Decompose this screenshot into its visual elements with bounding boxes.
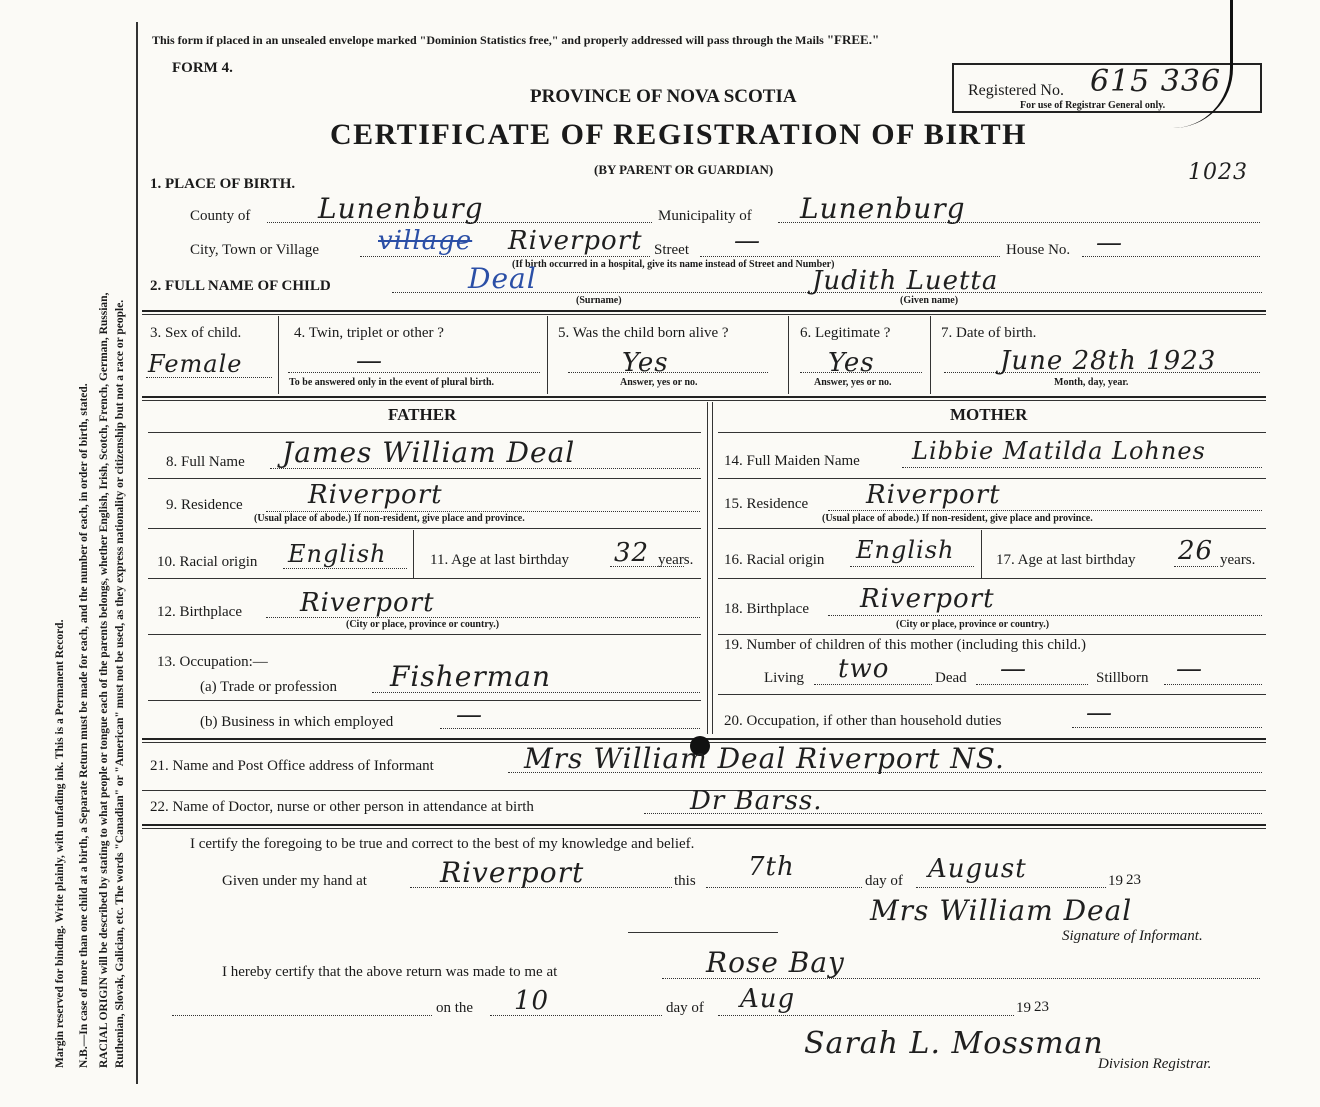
registrar-statement: I hereby certify that the above return was made to me at (222, 964, 558, 980)
given-place-value: Riverport (440, 856, 585, 889)
form-number: FORM 4. (172, 60, 233, 76)
twin-note: To be answered only in the event of plural birth. (289, 377, 495, 388)
sex-value: Female (148, 350, 243, 378)
dob-label: 7. Date of birth. (941, 325, 1037, 341)
municipality-value: Lunenburg (800, 192, 966, 225)
on-the-label: on the (436, 1000, 474, 1016)
registrar-place-value: Rose Bay (706, 946, 845, 979)
margin-note-racial-origin-2: Ruthenian, Slovak, Galician, etc. The words "Canadian" or "American" must not be used, as they express nationality or citizenship but not a race or people. (114, 299, 126, 1068)
stillborn-value: — (1176, 654, 1203, 684)
cert-day-of-label: day of (865, 873, 903, 889)
city-label: City, Town or Village (190, 242, 320, 258)
living-value: two (838, 654, 890, 684)
father-age-label: 11. Age at last birthday (430, 552, 569, 568)
mother-birthplace-note: (City or place, province or country.) (896, 619, 1050, 630)
father-birthplace-note: (City or place, province or country.) (346, 619, 500, 630)
registrar-year-value: 23 (1034, 999, 1049, 1015)
hospital-note: (If birth occurred in a hospital, give its name instead of Street and Number) (512, 259, 835, 270)
house-label: House No. (1006, 242, 1071, 258)
doctor-value: Dr Barss. (690, 786, 823, 816)
this-label: this (674, 873, 696, 889)
mother-occupation-label: 20. Occupation, if other than household duties (724, 713, 1002, 729)
registrar-year-prefix: 19 (1016, 1000, 1031, 1016)
father-name-label: 8. Full Name (166, 454, 245, 470)
legitimate-label: 6. Legitimate ? (800, 325, 891, 341)
father-age-unit: years. (658, 552, 694, 568)
alive-note: Answer, yes or no. (620, 377, 698, 388)
twin-label: 4. Twin, triplet or other ? (294, 325, 444, 341)
dead-value: — (1000, 654, 1027, 684)
cert-year-prefix: 19 (1108, 873, 1123, 889)
given-caption: (Given name) (900, 295, 959, 306)
alive-label: 5. Was the child born alive ? (558, 325, 729, 341)
registrar-caption: Division Registrar. (1098, 1056, 1212, 1072)
father-occupation-label: 13. Occupation:— (157, 654, 268, 670)
certification-statement: I certify the foregoing to be true and correct to the best of my knowledge and belief. (190, 836, 695, 852)
mother-race-label: 16. Racial origin (724, 552, 825, 568)
father-birthplace-value: Riverport (300, 588, 435, 618)
father-trade-label: (a) Trade or profession (200, 679, 338, 695)
cert-month-value: August (928, 854, 1027, 884)
child-name-label: 2. FULL NAME OF CHILD (150, 278, 331, 294)
stamp-number: 1023 (1188, 160, 1248, 185)
informant-signature: Mrs William Deal (870, 894, 1133, 927)
father-heading: FATHER (388, 405, 457, 424)
registrar-day-value: 10 (514, 986, 550, 1016)
alive-value: Yes (622, 348, 669, 378)
city-struck-value: village (378, 226, 473, 256)
father-residence-label: 9. Residence (166, 497, 243, 513)
twin-value: — (356, 346, 383, 376)
mother-birthplace-label: 18. Birthplace (724, 601, 809, 617)
margin-note-racial-origin-1: RACIAL ORIGIN will be described by stating to what people or tongue each of the parents belongs, whether English, Irish, Scotch, French, German, Russian, (98, 292, 110, 1068)
dead-label: Dead (935, 670, 967, 686)
living-label: Living (764, 670, 804, 686)
given-under-label: Given under my hand at (222, 873, 367, 889)
mother-name-label: 14. Full Maiden Name (724, 453, 860, 469)
province-heading: PROVINCE OF NOVA SCOTIA (530, 86, 797, 107)
dob-value: June 28th 1923 (1000, 346, 1217, 376)
legitimate-note: Answer, yes or no. (814, 377, 892, 388)
mother-occupation-value: — (1086, 698, 1113, 728)
father-business-label: (b) Business in which employed (200, 714, 394, 730)
mail-notice: This form if placed in an unsealed envelope marked "Dominion Statistics free," and properly addressed will pass through the Mails "FREE." (152, 32, 880, 47)
mother-heading: MOTHER (950, 405, 1028, 424)
place-of-birth-heading: 1. PLACE OF BIRTH. (150, 176, 296, 192)
registrar-day-of-label: day of (666, 1000, 704, 1016)
city-value: Riverport (508, 226, 643, 256)
mail-free: "FREE." (826, 32, 880, 47)
father-race-label: 10. Racial origin (157, 554, 258, 570)
county-value: Lunenburg (318, 192, 484, 225)
mother-race-value: English (856, 536, 955, 564)
certificate-title: CERTIFICATE OF REGISTRATION OF BIRTH (330, 118, 1027, 151)
cert-year-value: 23 (1126, 872, 1141, 888)
registrar-note: For use of Registrar General only. (1020, 100, 1166, 111)
cert-day-value: 7th (748, 852, 795, 882)
mother-children-label: 19. Number of children of this mother (including this child.) (724, 637, 1087, 653)
registrar-signature: Sarah L. Mossman (804, 1026, 1104, 1061)
father-business-value: — (456, 700, 483, 730)
county-label: County of (190, 208, 251, 224)
mother-residence-note: (Usual place of abode.) If non-resident, give place and province. (822, 513, 1093, 524)
municipality-label: Municipality of (658, 208, 752, 224)
father-residence-note: (Usual place of abode.) If non-resident, give place and province. (254, 513, 525, 524)
father-trade-value: Fisherman (390, 660, 552, 693)
informant-label: 21. Name and Post Office address of Informant (150, 758, 434, 774)
margin-note-binding: Margin reserved for binding. Write plainly, with unfading ink. This is a Permanent Record. (54, 619, 66, 1068)
certificate-subtitle: (BY PARENT OR GUARDIAN) (594, 162, 774, 177)
doctor-label: 22. Name of Doctor, nurse or other person in attendance at birth (150, 799, 534, 815)
registered-label: Registered No. (968, 82, 1064, 99)
registrar-month-value: Aug (740, 984, 796, 1014)
mother-residence-value: Riverport (866, 480, 1001, 510)
street-value: — (734, 226, 761, 256)
mother-age-unit: years. (1220, 552, 1256, 568)
house-value: — (1096, 228, 1123, 258)
mother-name-value: Libbie Matilda Lohnes (912, 437, 1206, 465)
sex-label: 3. Sex of child. (150, 325, 242, 341)
mother-residence-label: 15. Residence (724, 496, 809, 512)
margin-rule (136, 22, 138, 1084)
registered-number: 615 336 (1090, 64, 1222, 99)
street-label: Street (654, 242, 689, 258)
father-race-value: English (288, 540, 387, 568)
legitimate-value: Yes (828, 348, 875, 378)
mother-birthplace-value: Riverport (860, 584, 995, 614)
child-given-name: Judith Luetta (812, 266, 999, 296)
informant-signature-caption: Signature of Informant. (1062, 928, 1203, 944)
child-surname: Deal (468, 262, 537, 295)
stillborn-label: Stillborn (1096, 670, 1149, 686)
father-age-value: 32 (614, 538, 650, 568)
dob-note: Month, day, year. (1054, 377, 1129, 388)
surname-caption: (Surname) (576, 295, 622, 306)
father-birthplace-label: 12. Birthplace (157, 604, 242, 620)
informant-value: Mrs William Deal Riverport NS. (524, 742, 1005, 775)
margin-note-multiple-births: N.B.—In case of more than one child at a birth, a Separate Return must be made for each, and the number of each, in order of birth, stated. (78, 383, 90, 1068)
father-name-value: James William Deal (282, 436, 576, 469)
father-residence-value: Riverport (308, 480, 443, 510)
mother-age-value: 26 (1178, 536, 1214, 566)
mother-age-label: 17. Age at last birthday (996, 552, 1136, 568)
